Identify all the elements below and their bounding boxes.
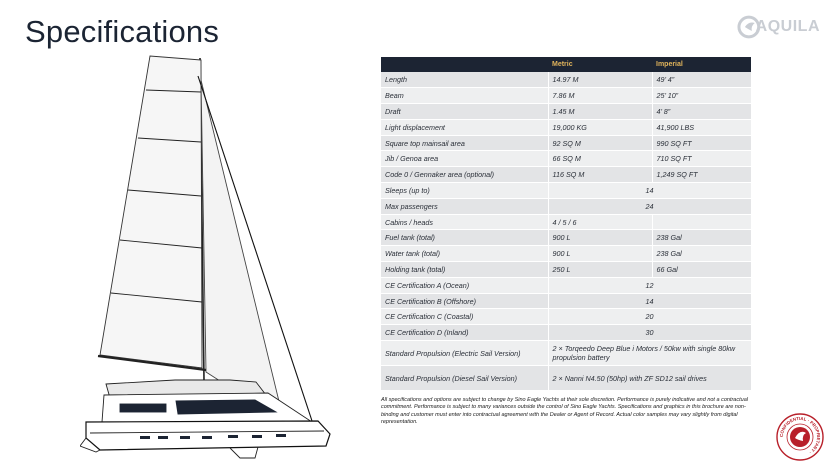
table-row xyxy=(381,230,751,246)
hull xyxy=(86,421,330,450)
row-metric: 19,000 KG xyxy=(548,119,652,135)
page-title: Specifications xyxy=(25,14,220,49)
table-header-row xyxy=(381,57,751,72)
table-row xyxy=(381,293,751,309)
confidential-seal xyxy=(776,413,824,461)
row-label: CE Certification B (Offshore) xyxy=(381,293,548,309)
row-value: 14 xyxy=(548,183,751,199)
row-label: Fuel tank (total) xyxy=(381,230,548,246)
row-label: Code 0 / Gennaker area (optional) xyxy=(381,167,548,183)
row-label: CE Certification D (Inland) xyxy=(381,325,548,341)
catamaran-profile-drawing xyxy=(80,50,380,460)
header-imperial: Imperial xyxy=(652,57,751,72)
row-metric: 92 SQ M xyxy=(548,135,652,151)
table-row xyxy=(381,214,751,230)
row-metric: 7.86 M xyxy=(548,88,652,104)
specifications-table xyxy=(381,57,752,391)
row-label: Light displacement xyxy=(381,119,548,135)
table-row xyxy=(381,151,751,167)
row-label: Jib / Genoa area xyxy=(381,151,548,167)
row-imperial: 25’ 10” xyxy=(652,88,751,104)
row-imperial: 66 Gal xyxy=(652,262,751,278)
table-row xyxy=(381,88,751,104)
row-label: Length xyxy=(381,72,548,88)
row-imperial: 990 SQ FT xyxy=(652,135,751,151)
table-row xyxy=(381,246,751,262)
row-imperial: 238 Gal xyxy=(652,230,751,246)
row-value: 2 × Torqeedo Deep Blue i Motors / 50kw with single 80kw propulsion battery xyxy=(548,341,751,366)
row-metric: 1.45 M xyxy=(548,104,652,120)
table-row xyxy=(381,309,751,325)
header-label xyxy=(381,57,548,72)
row-imperial: 41,900 LBS xyxy=(652,119,751,135)
table-row xyxy=(381,325,751,341)
row-metric: 250 L xyxy=(548,262,652,278)
row-imperial: 1,249 SQ FT xyxy=(652,167,751,183)
aquila-logo xyxy=(736,14,820,40)
row-imperial: 4’ 8” xyxy=(652,104,751,120)
row-imperial: 49’ 4” xyxy=(652,72,751,88)
row-value: 12 xyxy=(548,277,751,293)
row-value: 20 xyxy=(548,309,751,325)
row-label: Beam xyxy=(381,88,548,104)
table-row xyxy=(381,366,751,391)
table-row xyxy=(381,119,751,135)
row-label: Cabins / heads xyxy=(381,214,548,230)
row-label: Max passengers xyxy=(381,198,548,214)
mainsail xyxy=(100,56,202,368)
disclaimer-text: All specifications and options are subject to change by Sino Eagle Yachts at their sole discretion. Performance is purely indicative and not a contractual commitment. Performance is subject to many variances outside the control of Sino Eagle Yachts. Specifications and graphics in this brochure are non-binding and customer must enter into contractual agreement with the Dealer or Agent of Record. Actual color samples may vary slightly from digital representation. xyxy=(381,397,748,425)
row-label: Standard Propulsion (Diesel Sail Version) xyxy=(381,366,548,391)
row-imperial: 710 SQ FT xyxy=(652,151,751,167)
table-body xyxy=(381,72,751,391)
jib-sail xyxy=(201,80,284,422)
row-value: 2 × Nanni N4.50 (50hp) with ZF SD12 sail drives xyxy=(548,366,751,391)
row-label: Sleeps (up to) xyxy=(381,183,548,199)
table-row xyxy=(381,262,751,278)
row-metric: 4 / 5 / 6 xyxy=(548,214,652,230)
row-label: CE Certification A (Ocean) xyxy=(381,277,548,293)
row-metric: 14.97 M xyxy=(548,72,652,88)
row-imperial: 238 Gal xyxy=(652,246,751,262)
row-imperial xyxy=(652,214,751,230)
table-row xyxy=(381,135,751,151)
table-row xyxy=(381,183,751,199)
row-metric: 116 SQ M xyxy=(548,167,652,183)
table-row xyxy=(381,167,751,183)
row-value: 24 xyxy=(548,198,751,214)
row-value: 30 xyxy=(548,325,751,341)
seal-text-path: CONFIDENTIAL · PROPRIETARY · xyxy=(778,415,822,455)
row-label: Water tank (total) xyxy=(381,246,548,262)
row-label: Holding tank (total) xyxy=(381,262,548,278)
row-label: Square top mainsail area xyxy=(381,135,548,151)
table-row xyxy=(381,104,751,120)
row-metric: 900 L xyxy=(548,230,652,246)
table-row xyxy=(381,341,751,366)
logo-text: AQUILA xyxy=(755,18,820,35)
row-label: CE Certification C (Coastal) xyxy=(381,309,548,325)
table-row xyxy=(381,72,751,88)
header-metric: Metric xyxy=(548,57,652,72)
row-label: Standard Propulsion (Electric Sail Version) xyxy=(381,341,548,366)
row-value: 14 xyxy=(548,293,751,309)
row-metric: 66 SQ M xyxy=(548,151,652,167)
table-row xyxy=(381,198,751,214)
row-metric: 900 L xyxy=(548,246,652,262)
table-row xyxy=(381,277,751,293)
row-label: Draft xyxy=(381,104,548,120)
